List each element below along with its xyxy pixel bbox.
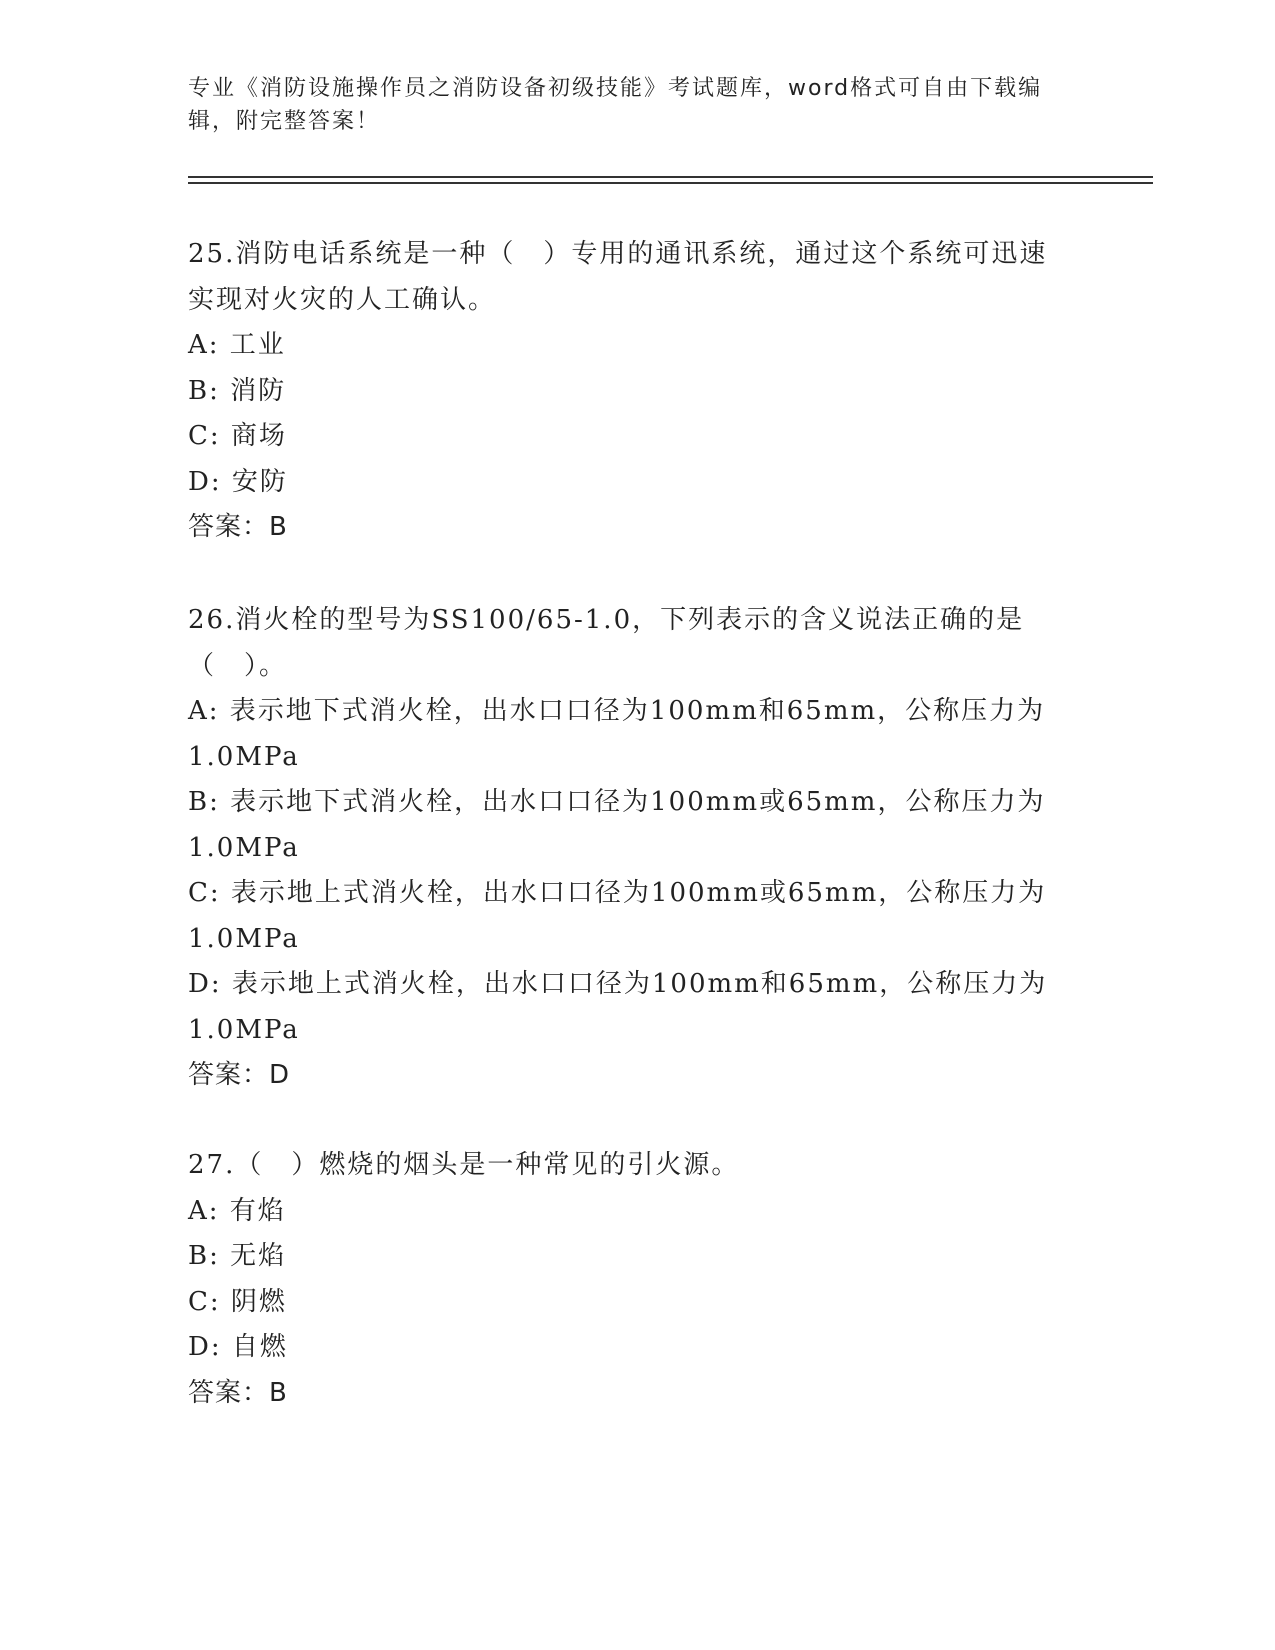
document-header: 专业《消防设施操作员之消防设备初级技能》考试题库，word格式可自由下载编辑，附完整答案！ bbox=[188, 76, 1043, 134]
question-27 bbox=[188, 1143, 1088, 1416]
question-26 bbox=[188, 598, 1088, 1099]
answer-key: 答案：B bbox=[188, 1377, 288, 1408]
option-a: A: 工业 bbox=[188, 330, 286, 360]
option-d: D: 安防 bbox=[188, 466, 288, 497]
option-c: C: 阴燃 bbox=[188, 1286, 287, 1317]
option-d: D: 表示地上式消火栓，出水口口径为100mm和65mm，公称压力为1.0MPa bbox=[188, 969, 1048, 1045]
question-25 bbox=[188, 232, 1088, 551]
option-c: C: 商场 bbox=[188, 421, 287, 451]
option-b: B: 无焰 bbox=[188, 1241, 287, 1271]
question-stem: 26.消火栓的型号为SS100/65-1.0，下列表示的含义说法正确的是（ ）。 bbox=[188, 605, 1025, 681]
option-d: D: 自燃 bbox=[188, 1332, 288, 1362]
option-c: C: 表示地上式消火栓，出水口口径为100mm或65mm，公称压力为1.0MPa bbox=[188, 878, 1047, 954]
option-b: B: 消防 bbox=[188, 375, 287, 406]
option-a: A: 有焰 bbox=[188, 1195, 286, 1226]
option-b: B: 表示地下式消火栓，出水口口径为100mm或65mm，公称压力为1.0MPa bbox=[188, 787, 1046, 863]
header-divider-top bbox=[188, 176, 1153, 178]
answer-key: 答案：B bbox=[188, 512, 288, 542]
question-stem: 27.（ ）燃烧的烟头是一种常见的引火源。 bbox=[188, 1150, 740, 1180]
header-divider-bottom bbox=[188, 182, 1153, 184]
question-stem: 25.消防电话系统是一种（ ）专用的通讯系统，通过这个系统可迅速实现对火灾的人工确认。 bbox=[188, 239, 1048, 315]
answer-key: 答案：D bbox=[188, 1060, 291, 1090]
option-a: A: 表示地下式消火栓，出水口口径为100mm和65mm，公称压力为1.0MPa bbox=[188, 696, 1046, 772]
